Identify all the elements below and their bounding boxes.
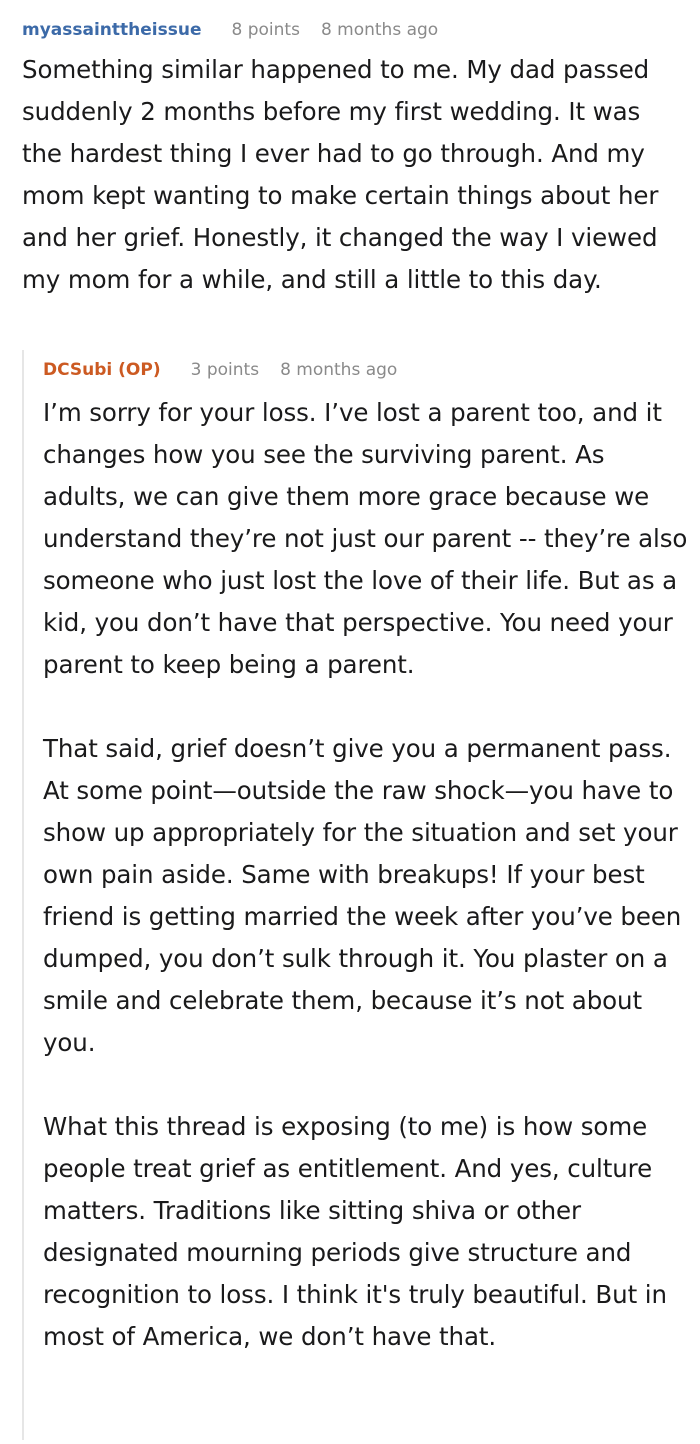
comment-meta	[43, 356, 691, 384]
comment-author[interactable]: myassainttheissue	[22, 20, 202, 40]
comment-points: 8 points	[231, 20, 300, 40]
comment-meta	[22, 16, 692, 44]
comment-timestamp[interactable]: 8 months ago	[320, 20, 439, 40]
comment-paragraph: I’m sorry for your loss. I’ve lost a parent too, and it changes how you see the surviving parent. As adults, we can give them more grace because we understand they’re not just our parent -- they’re also someone who just lost the love of their life. But as a kid, you don’t have that perspective. You need your parent to keep being a parent.	[43, 398, 688, 679]
comment-body	[43, 392, 691, 1358]
comment-points: 3 points	[190, 360, 260, 380]
comment-author-op[interactable]: DCSubi (OP)	[43, 360, 161, 380]
reply-comment	[22, 350, 692, 1440]
comment-paragraph: What this thread is exposing (to me) is how some people treat grief as entitlement. And yes, culture matters. Traditions like sitting shiva or other designated mourning periods give structure and recognition to loss. I think it's truly beautiful. But in most of America, we don’t have that.	[43, 1112, 667, 1351]
comment-paragraph: That said, grief doesn’t give you a permanent pass. At some point—outside the raw shock—you have to show up appropriately for the situation and set your own pain aside. Same with breakups! If your best friend is getting married the week after you’ve been dumped, you don’t sulk through it. You plaster on a smile and celebrate them, because it’s not about you.	[43, 734, 682, 1057]
comment	[22, 16, 692, 301]
comment-paragraph: Something similar happened to me. My dad passed suddenly 2 months before my first wedding. It was the hardest thing I ever had to go through. And my mom kept wanting to make certain things about her and her grief. Honestly, it changed the way I viewed my mom for a while, and still a little to this day.	[22, 55, 659, 294]
reply-content	[43, 356, 691, 1358]
comment-timestamp[interactable]: 8 months ago	[280, 360, 398, 380]
thread-line[interactable]	[22, 350, 24, 1440]
comment-body	[22, 49, 682, 301]
